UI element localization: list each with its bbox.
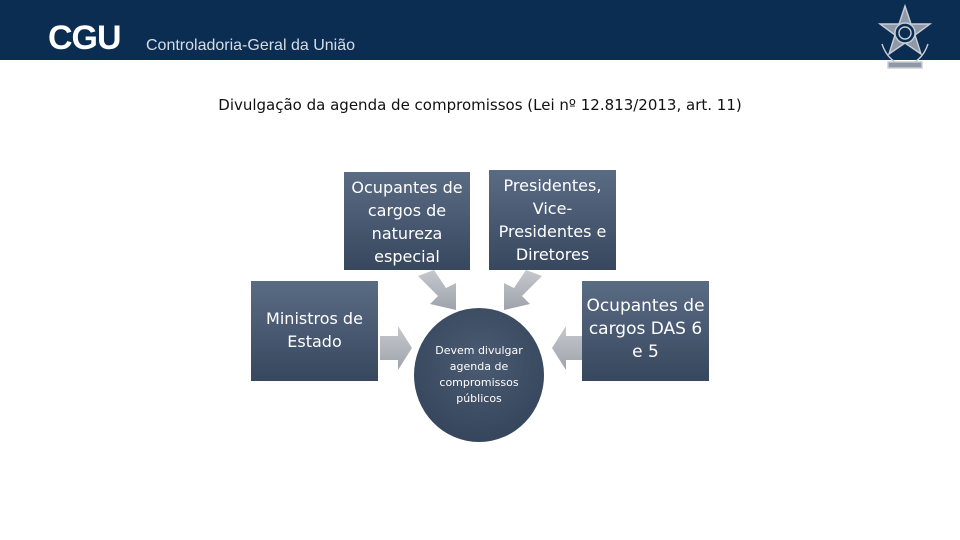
node-presidentes (489, 170, 616, 270)
center-node (414, 308, 544, 442)
org-name: Controladoria-Geral da União (146, 37, 355, 54)
node-das-label: Ocupantes de cargos DAS 6 e 5 (586, 296, 705, 362)
arrow-from-das (552, 326, 584, 370)
node-das (582, 281, 709, 381)
arrow-from-natureza-especial (418, 270, 456, 310)
center-node-label: Devem divulgar agenda de compromissos públicos (435, 344, 523, 405)
node-natureza-especial-label: Ocupantes de cargos de natureza especial (351, 178, 463, 266)
arrow-from-presidentes (504, 270, 542, 310)
cgu-logo: CGU (48, 19, 121, 57)
node-ministros-label: Ministros de Estado (266, 309, 363, 351)
arrow-from-ministros (380, 326, 412, 370)
node-presidentes-label: Presidentes, Vice-Presidentes e Diretores (498, 176, 607, 264)
node-natureza-especial (344, 172, 470, 270)
node-ministros (251, 281, 378, 381)
page-title: Divulgação da agenda de compromissos (Lei nº 12.813/2013, art. 11) (218, 96, 742, 114)
